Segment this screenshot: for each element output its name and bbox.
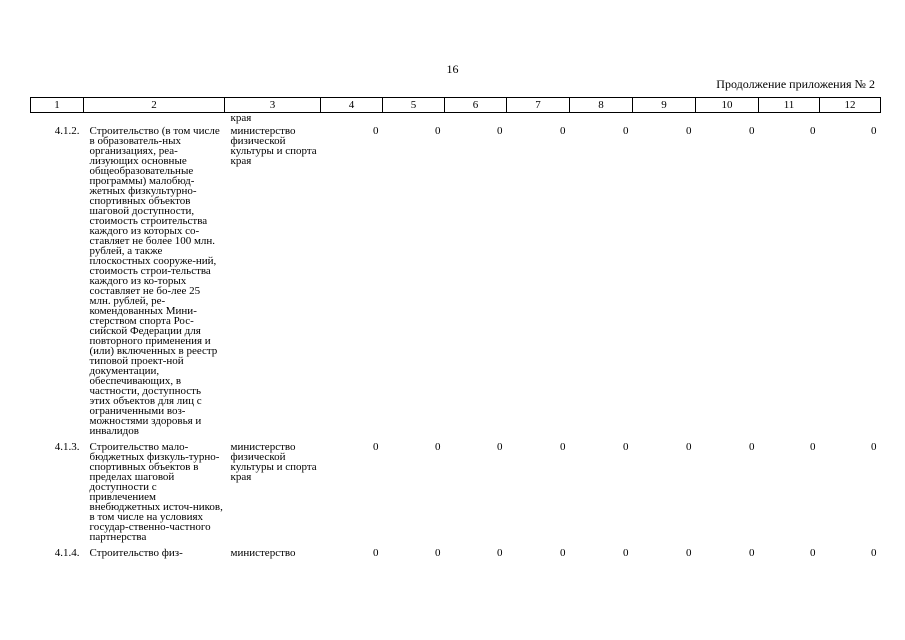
value-cell: 0 bbox=[560, 547, 566, 559]
carryover-row bbox=[31, 113, 881, 127]
carryover-org-fragment: края bbox=[230, 112, 252, 124]
value-cell: 0 bbox=[686, 441, 692, 453]
column-header: 7 bbox=[507, 98, 570, 113]
table-row bbox=[31, 126, 881, 442]
continuation-label: Продолжение приложения № 2 bbox=[716, 77, 875, 91]
column-header: 6 bbox=[445, 98, 507, 113]
value-cell: 0 bbox=[623, 125, 629, 137]
measure-name: Строительство (в том числе в образователь-ных организациях, реа-лизующих основные общеобразовательные программы) малобюд-жетных физкультурно-спортивных объектов шаговой доступности, стоимость строительства каждого из которых со-ставляет не более 100 млн. рублей, а также плоскостных сооруже-ний, стоимость строи-тельства каждого из ко-торых составляет не бо-лее 25 млн. рублей, ре-комендованных Мини-стерством спорта Рос-сийской Федерации для повторного применения и (или) включенных в реестр типовой проект-ной документации, обеспечивающих, в частности, доступность этих объектов для лиц с ограниченными воз-можностями здоровья и инвалидов bbox=[89, 125, 220, 437]
value-cell: 0 bbox=[686, 125, 692, 137]
measure-name: Строительство мало-бюджетных физкуль-турно-спортивных объектов в пределах шаговой доступности с привлечением внебюджетных источ-ников, в том числе на условиях государ-ственно-частного партнерства bbox=[89, 441, 223, 543]
value-cell: 0 bbox=[871, 547, 877, 559]
responsible-org: министерство физической культуры и спорта края bbox=[230, 125, 317, 167]
value-cell: 0 bbox=[373, 125, 379, 137]
value-cell: 0 bbox=[373, 547, 379, 559]
value-cell: 0 bbox=[749, 125, 755, 137]
column-header: 5 bbox=[383, 98, 445, 113]
value-cell: 0 bbox=[497, 125, 503, 137]
value-cell: 0 bbox=[810, 125, 816, 137]
column-header: 9 bbox=[633, 98, 696, 113]
row-number: 4.1.2. bbox=[54, 125, 80, 137]
column-header: 4 bbox=[321, 98, 383, 113]
value-cell: 0 bbox=[749, 547, 755, 559]
value-cell: 0 bbox=[435, 125, 441, 137]
value-cell: 0 bbox=[686, 547, 692, 559]
table-row bbox=[31, 548, 881, 558]
value-cell: 0 bbox=[435, 441, 441, 453]
column-header: 10 bbox=[696, 98, 759, 113]
value-cell: 0 bbox=[560, 125, 566, 137]
value-cell: 0 bbox=[749, 441, 755, 453]
column-header: 12 bbox=[820, 98, 881, 113]
table-row bbox=[31, 442, 881, 548]
appendix-table bbox=[30, 97, 881, 558]
value-cell: 0 bbox=[871, 125, 877, 137]
column-header: 8 bbox=[570, 98, 633, 113]
page-number: 16 bbox=[446, 62, 459, 76]
column-number-row bbox=[31, 98, 881, 113]
value-cell: 0 bbox=[623, 441, 629, 453]
row-number: 4.1.3. bbox=[54, 441, 80, 453]
value-cell: 0 bbox=[623, 547, 629, 559]
row-number: 4.1.4. bbox=[54, 547, 80, 559]
responsible-org: министерство физической культуры и спорта края bbox=[230, 441, 317, 483]
value-cell: 0 bbox=[435, 547, 441, 559]
value-cell: 0 bbox=[810, 441, 816, 453]
column-header: 2 bbox=[84, 98, 225, 113]
value-cell: 0 bbox=[871, 441, 877, 453]
column-header: 11 bbox=[759, 98, 820, 113]
measure-name: Строительство физ- bbox=[89, 547, 183, 559]
value-cell: 0 bbox=[560, 441, 566, 453]
value-cell: 0 bbox=[810, 547, 816, 559]
value-cell: 0 bbox=[497, 547, 503, 559]
column-header: 3 bbox=[225, 98, 321, 113]
responsible-org: министерство bbox=[230, 547, 296, 559]
column-header: 1 bbox=[31, 98, 84, 113]
value-cell: 0 bbox=[497, 441, 503, 453]
value-cell: 0 bbox=[373, 441, 379, 453]
